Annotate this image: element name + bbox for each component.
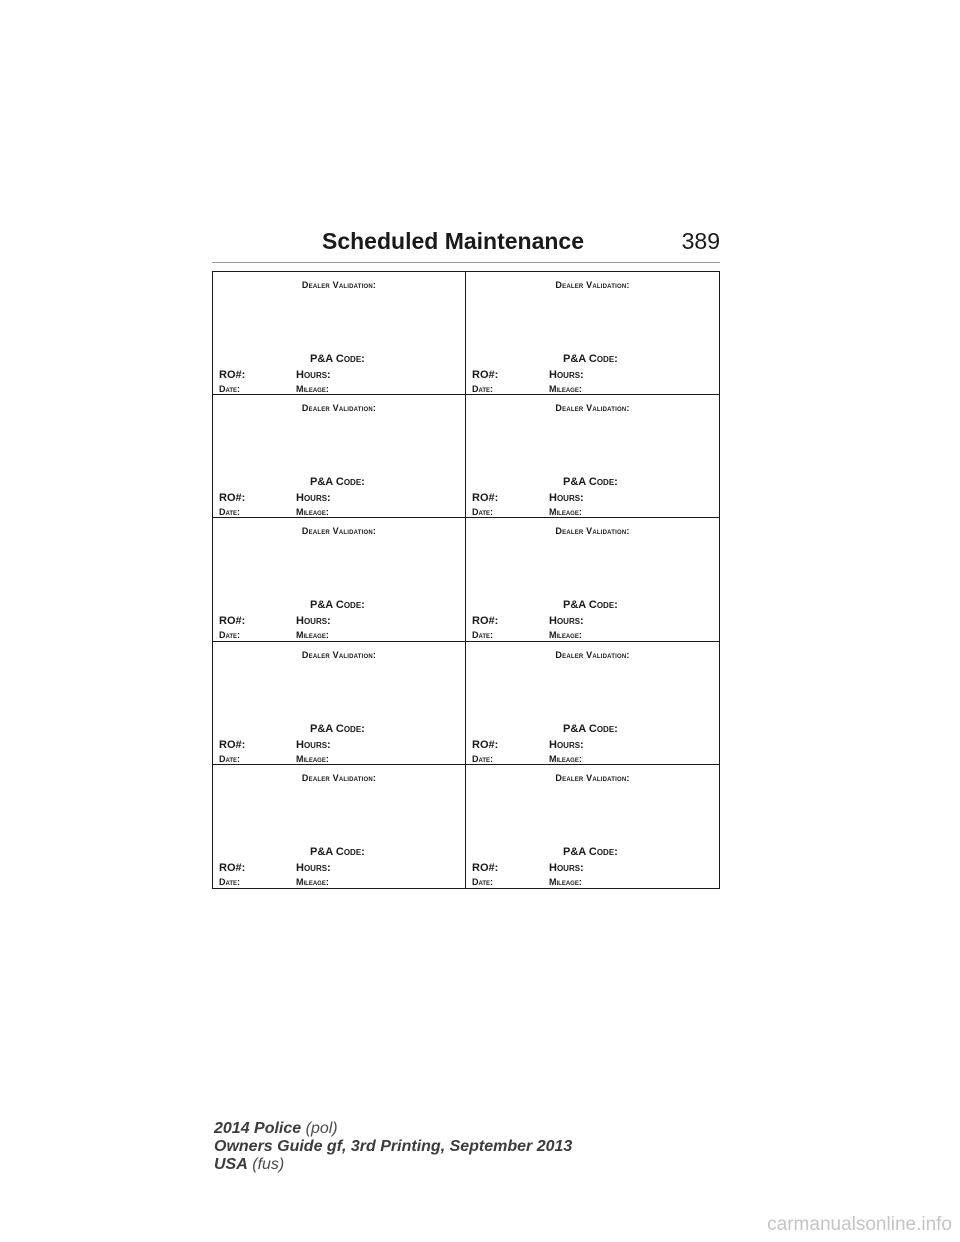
date-label: Date:	[219, 630, 241, 641]
hours-label: Hours:	[549, 738, 584, 751]
ro-number-label: RO#:	[472, 861, 499, 874]
mileage-label: Mileage:	[549, 384, 582, 394]
page-header	[212, 226, 720, 260]
mileage-label: Mileage:	[296, 384, 329, 394]
mileage-label: Mileage:	[549, 753, 582, 764]
footer-market: USA	[214, 1156, 248, 1173]
ro-number-label: RO#:	[472, 615, 499, 628]
pa-code-label: P&A Code:	[310, 476, 365, 489]
page-footer	[214, 1120, 572, 1174]
footer-line-3	[214, 1156, 572, 1174]
hours-label: Hours:	[296, 861, 331, 874]
ro-number-label: RO#:	[219, 369, 246, 381]
validation-cell	[213, 642, 466, 765]
mileage-label: Mileage:	[549, 876, 582, 887]
validation-cell	[466, 765, 719, 888]
pa-code-label: P&A Code:	[563, 476, 618, 489]
pa-code-label: P&A Code:	[310, 599, 365, 612]
footer-model: 2014 Police	[214, 1120, 302, 1137]
footer-line-1	[214, 1120, 572, 1138]
dealer-validation-label: Dealer Validation:	[301, 772, 377, 783]
ro-number-label: RO#:	[472, 738, 499, 751]
hours-label: Hours:	[549, 615, 584, 628]
hours-label: Hours:	[549, 861, 584, 874]
ro-number-label: RO#:	[219, 861, 246, 874]
dealer-validation-label: Dealer Validation:	[301, 403, 377, 414]
footer-line-2: Owners Guide gf, 3rd Printing, September 2013	[214, 1138, 573, 1155]
validation-cell	[213, 765, 466, 888]
validation-cell	[466, 642, 719, 765]
mileage-label: Mileage:	[549, 507, 582, 518]
dealer-validation-label: Dealer Validation:	[555, 403, 630, 414]
dealer-validation-label: Dealer Validation:	[555, 649, 630, 660]
dealer-validation-label: Dealer Validation:	[555, 280, 630, 290]
validation-cell	[213, 395, 466, 518]
date-label: Date:	[472, 753, 494, 764]
pa-code-label: P&A Code:	[310, 722, 365, 735]
mileage-label: Mileage:	[549, 630, 582, 641]
dealer-validation-label: Dealer Validation:	[301, 280, 377, 290]
pa-code-label: P&A Code:	[563, 353, 618, 365]
ro-number-label: RO#:	[219, 738, 246, 751]
page-number: 389	[681, 228, 720, 254]
validation-cell	[213, 272, 466, 395]
date-label: Date:	[472, 384, 494, 394]
hours-label: Hours:	[549, 369, 584, 381]
date-label: Date:	[219, 507, 241, 518]
ro-number-label: RO#:	[472, 492, 499, 505]
hours-label: Hours:	[549, 492, 584, 505]
hours-label: Hours:	[296, 492, 331, 505]
validation-cell	[466, 518, 719, 641]
ro-number-label: RO#:	[219, 492, 246, 505]
ro-number-label: RO#:	[472, 369, 499, 381]
mileage-label: Mileage:	[296, 876, 329, 887]
watermark: carmanualsonline.info	[767, 1214, 952, 1235]
validation-cell	[213, 518, 466, 641]
pa-code-label: P&A Code:	[563, 845, 618, 858]
dealer-validation-label: Dealer Validation:	[555, 526, 630, 537]
date-label: Date:	[472, 876, 494, 887]
mileage-label: Mileage:	[296, 630, 329, 641]
dealer-validation-label: Dealer Validation:	[555, 772, 630, 783]
footer-market-code: (fus)	[252, 1156, 285, 1173]
header-divider	[212, 262, 720, 263]
pa-code-label: P&A Code:	[563, 599, 618, 612]
pa-code-label: P&A Code:	[310, 353, 365, 365]
hours-label: Hours:	[296, 369, 331, 381]
dealer-validation-label: Dealer Validation:	[301, 649, 377, 660]
hours-label: Hours:	[296, 738, 331, 751]
mileage-label: Mileage:	[296, 753, 329, 764]
hours-label: Hours:	[296, 615, 331, 628]
pa-code-label: P&A Code:	[563, 722, 618, 735]
pa-code-label: P&A Code:	[310, 845, 365, 858]
dealer-validation-label: Dealer Validation:	[301, 526, 377, 537]
dealer-validation-grid	[212, 271, 720, 889]
date-label: Date:	[219, 876, 241, 887]
date-label: Date:	[472, 507, 494, 518]
validation-cell	[466, 272, 719, 395]
ro-number-label: RO#:	[219, 615, 246, 628]
date-label: Date:	[219, 384, 241, 394]
validation-cell	[466, 395, 719, 518]
date-label: Date:	[219, 753, 241, 764]
mileage-label: Mileage:	[296, 507, 329, 518]
page-title: Scheduled Maintenance	[322, 228, 585, 254]
date-label: Date:	[472, 630, 494, 641]
footer-model-code: (pol)	[305, 1120, 338, 1137]
